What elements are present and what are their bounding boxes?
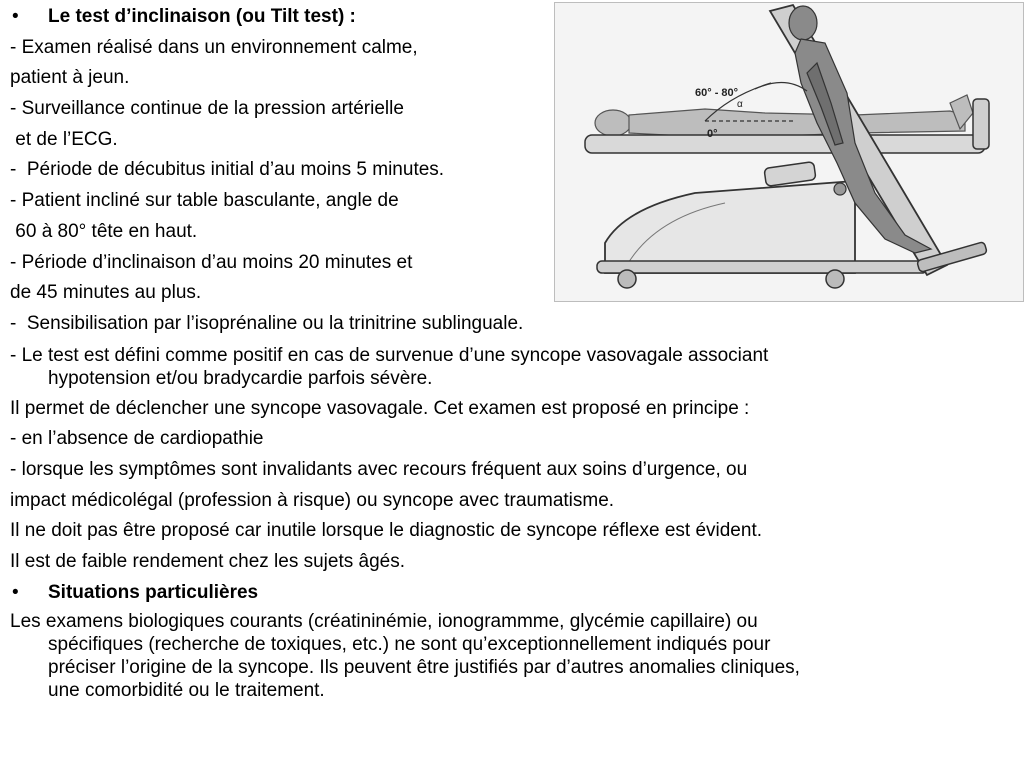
bullet-heading-situations (10, 578, 1010, 609)
indication-line: - lorsque les symptômes sont invalidants avec recours fréquent aux soins d’urgence, ou (10, 458, 748, 480)
indication-line: impact médicolégal (profession à risque) ou syncope avec traumatisme. (10, 489, 615, 511)
table-top (585, 135, 985, 153)
alpha-label: α (737, 99, 743, 110)
tilt-table-illustration (554, 2, 1024, 302)
positive-line: - Le test est défini comme positif en cas de survenue d’une syncope vasovagale associant (10, 344, 769, 366)
pivot (834, 183, 846, 195)
indication-line: Il est de faible rendement chez les sujets âgés. (10, 551, 406, 572)
exams-line-continued: spécifiques (recherche de toxiques, etc.) ne sont qu’exceptionnellement indiqués pour (48, 634, 771, 656)
tilt-line: - Période de décubitus initial d’au moins 5 minutes. (10, 159, 445, 181)
heading-tilt-test: Le test d’inclinaison (ou Tilt test) : (48, 6, 356, 27)
standing-head (789, 6, 817, 40)
tilt-line: 60 à 80° tête en haut. (10, 220, 198, 242)
tilt-line: - Patient incliné sur table basculante, angle de (10, 190, 399, 212)
tilt-line: patient à jeun. (10, 67, 130, 89)
tilt-line: et de l’ECG. (10, 128, 118, 150)
bullet-icon: • (12, 581, 19, 603)
supine-patient (595, 95, 973, 137)
zero-degree-label: 0° (707, 128, 718, 140)
indication-line: - en l’absence de cardiopathie (10, 428, 264, 450)
tilt-table-drawing (555, 3, 1023, 301)
exams-paragraph (10, 608, 1010, 706)
bullet-icon: • (12, 6, 19, 27)
tilt-line: - Examen réalisé dans un environnement calme, (10, 36, 418, 58)
angle-label: 60° - 80° (695, 87, 739, 99)
exams-line-continued: préciser l’origine de la syncope. Ils peuvent être justifiés par d’autres anomalies cliniques, (48, 657, 800, 679)
positive-criteria-paragraph (10, 340, 1010, 394)
exams-line-continued: une comorbidité ou le traitement. (48, 680, 325, 702)
wheel (826, 270, 844, 288)
indication-line: Il ne doit pas être proposé car inutile lorsque le diagnostic de syncope réflexe est évident. (10, 520, 763, 542)
foot-board (973, 99, 989, 149)
base-body (605, 181, 855, 273)
tilt-line: de 45 minutes au plus. (10, 282, 202, 304)
piston (764, 162, 816, 187)
exams-line: Les examens biologiques courants (créatininémie, ionogrammme, glycémie capillaire) ou (10, 611, 758, 633)
positive-line-continued: hypotension et/ou bradycardie parfois sévère. (48, 367, 433, 389)
angle-arc-upper (755, 82, 807, 91)
supine-head (595, 110, 631, 136)
tilt-line: - Sensibilisation par l’isoprénaline ou la trinitrine sublinguale. (10, 312, 524, 334)
supine-body (629, 109, 965, 137)
tilt-line: - Surveillance continue de la pression artérielle (10, 98, 404, 120)
base-rail (597, 261, 927, 273)
heading-situations: Situations particulières (48, 581, 259, 603)
indication-line: Il permet de déclencher une syncope vasovagale. Cet examen est proposé en principe : (10, 397, 750, 419)
tilt-line: - Période d’inclinaison d’au moins 20 minutes et (10, 251, 413, 273)
wheel (618, 270, 636, 288)
